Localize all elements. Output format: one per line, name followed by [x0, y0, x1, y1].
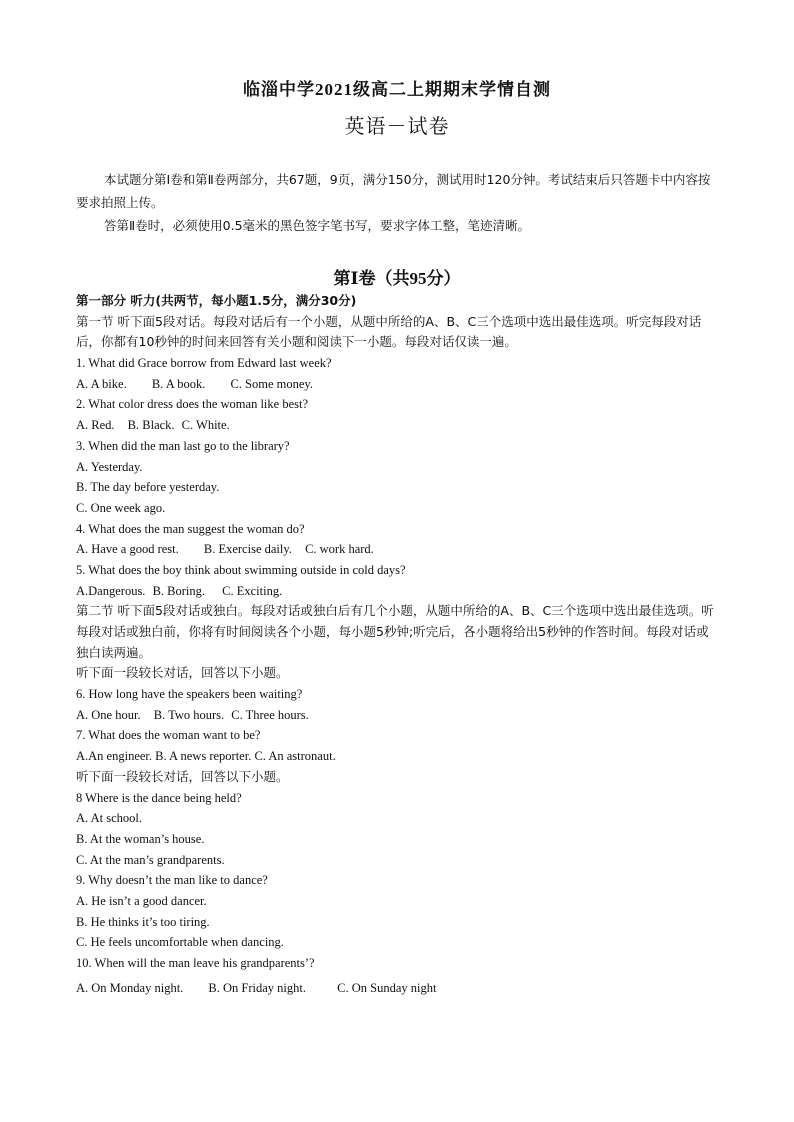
question-1-options [76, 374, 718, 395]
option-c: C. Some money. [230, 376, 313, 391]
question-5: 5. What does the boy think about swimming outside in cold days? [76, 562, 406, 577]
question-2-options [76, 415, 718, 436]
question-2: 2. What color dress does the woman like best? [76, 397, 309, 412]
option-a: A.Dangerous. [76, 583, 146, 598]
option-b: B. Black. [127, 418, 175, 433]
section1-instructions: 第一节 听下面5段对话。每段对话后有一个小题，从题中所给的A、B、C三个选项中选出最佳选项。听完每段对话后，你都有10秒钟的时间来回答有关小题和阅读下一小题。每段对话仅读一遍。 [76, 313, 702, 350]
question-10: 10. When will the man leave his grandparents’? [76, 956, 315, 971]
listening-section [76, 291, 718, 998]
option-b: B. A book. [151, 376, 206, 391]
question-8-option-c: C. At the man’s grandparents. [76, 852, 225, 867]
question-7-options [76, 746, 718, 767]
question-7: 7. What does the woman want to be? [76, 728, 261, 743]
question-8-option-b: B. At the woman’s house. [76, 831, 205, 846]
option-a: A. On Monday night. [76, 980, 184, 995]
question-8-option-a: A. At school. [76, 811, 142, 826]
exam-title: 临淄中学2021级高二上期期末学情自测 [243, 80, 551, 99]
question-1: 1. What did Grace borrow from Edward last week? [76, 356, 332, 371]
question-3: 3. When did the man last go to the library? [76, 438, 290, 453]
option-a: A. A bike. [76, 376, 127, 391]
part-title: 第Ⅰ卷（共95分） [333, 269, 461, 288]
exam-instructions [76, 168, 718, 237]
question-9-option-c: C. He feels uncomfortable when dancing. [76, 935, 284, 950]
section-heading: 第一部分 听力(共两节，每小题1.5分，满分30分) [76, 293, 357, 308]
question-4-options [76, 539, 718, 560]
question-3-option-a: A. Yesterday. [76, 459, 143, 474]
option-c: C. On Sunday night [337, 980, 437, 995]
question-3-option-b: B. The day before yesterday. [76, 480, 220, 495]
option-a: A. One hour. [76, 707, 141, 722]
question-10-options [76, 978, 718, 999]
long-dialogue-note: 听下面一段较长对话，回答以下小题。 [76, 665, 289, 681]
option-a: A. Red. [76, 418, 115, 433]
question-9-option-b: B. He thinks it’s too tiring. [76, 914, 210, 929]
option-b: B. Exercise daily. [203, 542, 292, 557]
instructions-paragraph-1: 本试题分第Ⅰ卷和第Ⅱ卷两部分，共67题，9页，满分150分，测试用时120分钟。考试结束后只答题卡中内容按要求拍照上传。 [76, 172, 711, 210]
question-6: 6. How long have the speakers been waiting? [76, 687, 303, 702]
option-c: C. work hard. [305, 542, 374, 557]
instructions-paragraph-2: 答第Ⅱ卷时，必须使用0.5毫米的黑色签字笔书写，要求字体工整，笔迹清晰。 [104, 218, 531, 233]
long-dialogue-note: 听下面一段较长对话，回答以下小题。 [76, 768, 289, 784]
exam-subtitle: 英语－试卷 [344, 116, 450, 138]
question-3-option-c: C. One week ago. [76, 500, 166, 515]
question-5-options [76, 581, 718, 602]
option-a: A. Have a good rest. [76, 542, 179, 557]
question-9-option-a: A. He isn’t a good dancer. [76, 893, 207, 908]
question-8: 8 Where is the dance being held? [76, 790, 242, 805]
option-c: C. An astronaut. [254, 749, 336, 764]
option-b: B. A news reporter. [155, 749, 252, 764]
question-9: 9. Why doesn’t the man like to dance? [76, 873, 268, 888]
option-c: C. Exciting. [222, 583, 283, 598]
option-c: C. Three hours. [231, 707, 309, 722]
section2-instructions: 第二节 听下面5段对话或独白。每段对话或独白后有几个小题，从题中所给的A、B、C三个选项中选出最佳选项。听每段对话或独白前，你将有时间阅读各个小题，每小题5秒钟;听完后，各小题将给出5秒钟的作答时间。每段对话或独白读两遍。 [76, 603, 714, 660]
option-a: A.An engineer. [76, 749, 153, 764]
option-b: B. Two hours. [153, 707, 225, 722]
option-b: B. Boring. [152, 583, 205, 598]
question-4: 4. What does the man suggest the woman do? [76, 521, 305, 536]
option-b: B. On Friday night. [208, 980, 306, 995]
option-c: C. White. [181, 418, 230, 433]
question-6-options [76, 705, 718, 726]
